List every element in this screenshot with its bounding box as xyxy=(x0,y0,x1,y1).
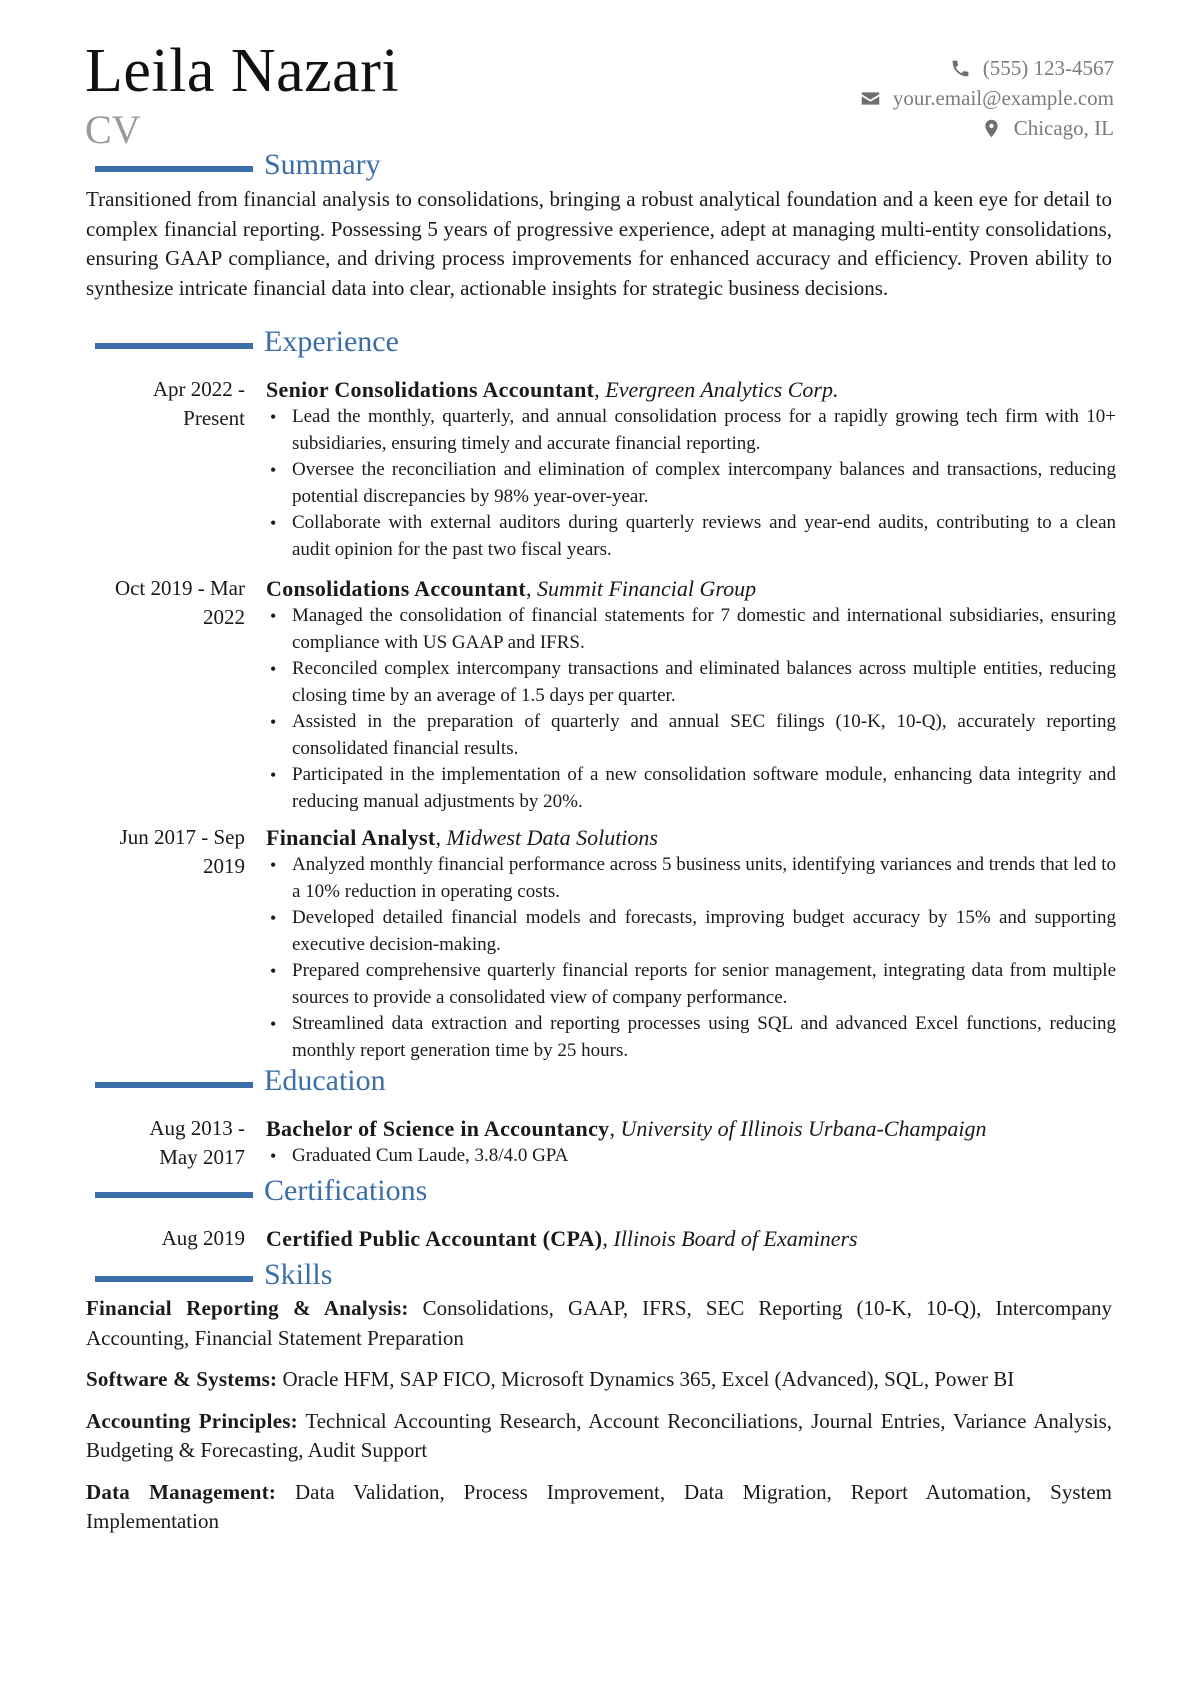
job-title: Financial Analyst xyxy=(266,825,436,850)
job-title: Senior Consolidations Accountant xyxy=(266,377,595,402)
contact-phone xyxy=(694,53,1114,83)
entry-headline: Certified Public Accountant (CPA), Illinois Board of Examiners xyxy=(266,1226,858,1251)
date-start: Aug 2013 - xyxy=(149,1116,245,1140)
degree-title: Bachelor of Science in Accountancy xyxy=(266,1116,610,1141)
candidate-name: Leila Nazari xyxy=(85,37,400,105)
section-heading-experience xyxy=(95,327,399,357)
skill-items: Data Validation, Process Improvement, Data Migration, Report Automation, System Implementation xyxy=(86,1479,1112,1533)
job-title: Consolidations Accountant xyxy=(266,576,526,601)
bullet-item: • Collaborate with external auditors during quarterly reviews and year-end audits, contributing to a clean audit opinion for the past two fiscal years. xyxy=(266,510,1116,563)
entry-body xyxy=(266,1224,1116,1253)
entry-headline: Senior Consolidations Accountant, Evergreen Analytics Corp. xyxy=(266,377,839,402)
entry-headline: Consolidations Accountant, Summit Financial Group xyxy=(266,576,757,601)
bullet-item: • Prepared comprehensive quarterly financial reports for senior management, integrating data from multiple sources to provide a consolidated view of company performance. xyxy=(266,958,1116,1011)
location-text: Chicago, IL xyxy=(1013,115,1114,140)
skill-category: Financial Reporting & Analysis: xyxy=(86,1296,409,1320)
envelope-icon xyxy=(860,88,881,109)
entry-dates xyxy=(75,1114,245,1172)
skill-category: Data Management: xyxy=(86,1479,277,1504)
bullet-item: • Reconciled complex intercompany transactions and eliminated balances across multiple entities, reducing closing time by an average of 1.5 days per quarter. xyxy=(266,656,1116,709)
section-title-certifications: Certifications xyxy=(264,1174,428,1207)
section-title-education: Education xyxy=(264,1064,386,1097)
bullet-list xyxy=(266,1143,1116,1170)
skill-group xyxy=(86,1365,1112,1395)
bullet-list xyxy=(266,603,1116,815)
bullet-item: • Streamlined data extraction and reporting processes using SQL and advanced Excel functions, reducing monthly report generation time by 25 hours. xyxy=(266,1011,1116,1064)
date-start: Oct 2019 - Mar xyxy=(114,576,245,600)
bullet-item: • Oversee the reconciliation and elimination of complex intercompany balances and transactions, reducing potential discrepancies by 98% year-over-year. xyxy=(266,457,1116,510)
employer: Evergreen Analytics Corp. xyxy=(605,377,839,402)
date-start: Jun 2017 - Sep xyxy=(119,825,245,849)
skill-group xyxy=(86,1407,1112,1466)
section-heading-certifications xyxy=(95,1176,427,1206)
skill-items: Consolidations, GAAP, IFRS, SEC Reporting (10-K, 10-Q), Intercompany Accounting, Financial Statement Preparation xyxy=(86,1296,1113,1350)
section-heading-skills xyxy=(95,1260,332,1290)
section-accent-bar xyxy=(95,343,253,349)
section-heading-education xyxy=(95,1066,386,1096)
certifying-body: Illinois Board of Examiners xyxy=(613,1226,858,1251)
bullet-list xyxy=(266,404,1116,563)
bullet-item: • Analyzed monthly financial performance across 5 business units, identifying variances and trends that led to a 10% reduction in operating costs. xyxy=(266,852,1116,905)
section-accent-bar xyxy=(95,1082,253,1088)
phone-number[interactable]: (555) 123-4567 xyxy=(982,55,1114,80)
skill-category: Accounting Principles: xyxy=(86,1408,298,1433)
entry-dates xyxy=(75,375,245,433)
certification-date: Aug 2019 xyxy=(161,1226,245,1250)
date-start: Apr 2022 - xyxy=(152,377,245,401)
date-end: 2019 xyxy=(203,854,245,878)
entry-headline: Bachelor of Science in Accountancy, University of Illinois Urbana-Champaign xyxy=(266,1116,987,1141)
employer: Midwest Data Solutions xyxy=(446,825,658,850)
email-address[interactable]: your.email@example.com xyxy=(892,85,1114,110)
entry-dates xyxy=(75,574,245,632)
map-marker-icon xyxy=(981,118,1002,139)
entry-dates xyxy=(75,823,245,881)
entry-dates xyxy=(75,1224,245,1253)
phone-icon xyxy=(950,58,971,79)
section-title-summary: Summary xyxy=(264,148,381,181)
entry-headline: Financial Analyst, Midwest Data Solutions xyxy=(266,825,658,850)
date-end: Present xyxy=(183,406,245,430)
entry-body xyxy=(266,1114,1116,1170)
date-end: May 2017 xyxy=(159,1145,245,1169)
bullet-list xyxy=(266,852,1116,1064)
section-accent-bar xyxy=(95,1276,253,1282)
section-accent-bar xyxy=(95,1192,253,1198)
certification-title: Certified Public Accountant (CPA) xyxy=(266,1226,603,1251)
skill-group xyxy=(86,1294,1112,1353)
bullet-item: • Graduated Cum Laude, 3.8/4.0 GPA xyxy=(266,1143,1116,1170)
bullet-item: • Participated in the implementation of a new consolidation software module, enhancing data integrity and reducing manual adjustments by 20%. xyxy=(266,762,1116,815)
section-accent-bar xyxy=(95,166,253,172)
section-title-experience: Experience xyxy=(264,325,399,358)
skills-list xyxy=(86,1294,1112,1549)
bullet-item: • Developed detailed financial models and forecasts, improving budget accuracy by 15% and supporting executive decision-making. xyxy=(266,905,1116,958)
skill-group xyxy=(86,1478,1112,1537)
date-end: 2022 xyxy=(203,605,245,629)
section-title-skills: Skills xyxy=(264,1258,333,1291)
entry-body xyxy=(266,574,1116,815)
summary-paragraph: Transitioned from financial analysis to consolidations, bringing a robust analytical foundation and a keen eye for detail to complex financial reporting. Possessing 5 years of progressive experience, adept at managing multi-entity consolidations, ensuring GAAP compliance, and driving process improvements for enhanced accuracy and efficiency. Proven ability to synthesize intricate financial data into clear, actionable insights for strategic business decisions. xyxy=(86,187,1112,300)
skill-category: Software & Systems: xyxy=(86,1367,278,1391)
document-type: CV xyxy=(85,107,141,152)
bullet-item: • Managed the consolidation of financial statements for 7 domestic and international subsidiaries, ensuring compliance with US GAAP and IFRS. xyxy=(266,603,1116,656)
bullet-item: • Assisted in the preparation of quarterly and annual SEC filings (10-K, 10-Q), accurately reporting consolidated financial results. xyxy=(266,709,1116,762)
contact-email xyxy=(694,83,1114,113)
contact-location xyxy=(694,113,1114,143)
contact-block xyxy=(694,53,1114,143)
section-heading-summary xyxy=(95,150,381,180)
employer: Summit Financial Group xyxy=(536,576,757,601)
skill-items: Technical Accounting Research, Account Reconciliations, Journal Entries, Variance Analysis, Budgeting & Forecasting, Audit Support xyxy=(86,1408,1112,1462)
skill-items: Oracle HFM, SAP FICO, Microsoft Dynamics 365, Excel (Advanced), SQL, Power BI xyxy=(282,1367,1015,1391)
institution: University of Illinois Urbana-Champaign xyxy=(620,1116,987,1141)
entry-body xyxy=(266,375,1116,563)
bullet-item: • Lead the monthly, quarterly, and annual consolidation process for a rapidly growing tech firm with 10+ subsidiaries, ensuring timely and accurate financial reporting. xyxy=(266,404,1116,457)
entry-body xyxy=(266,823,1116,1064)
